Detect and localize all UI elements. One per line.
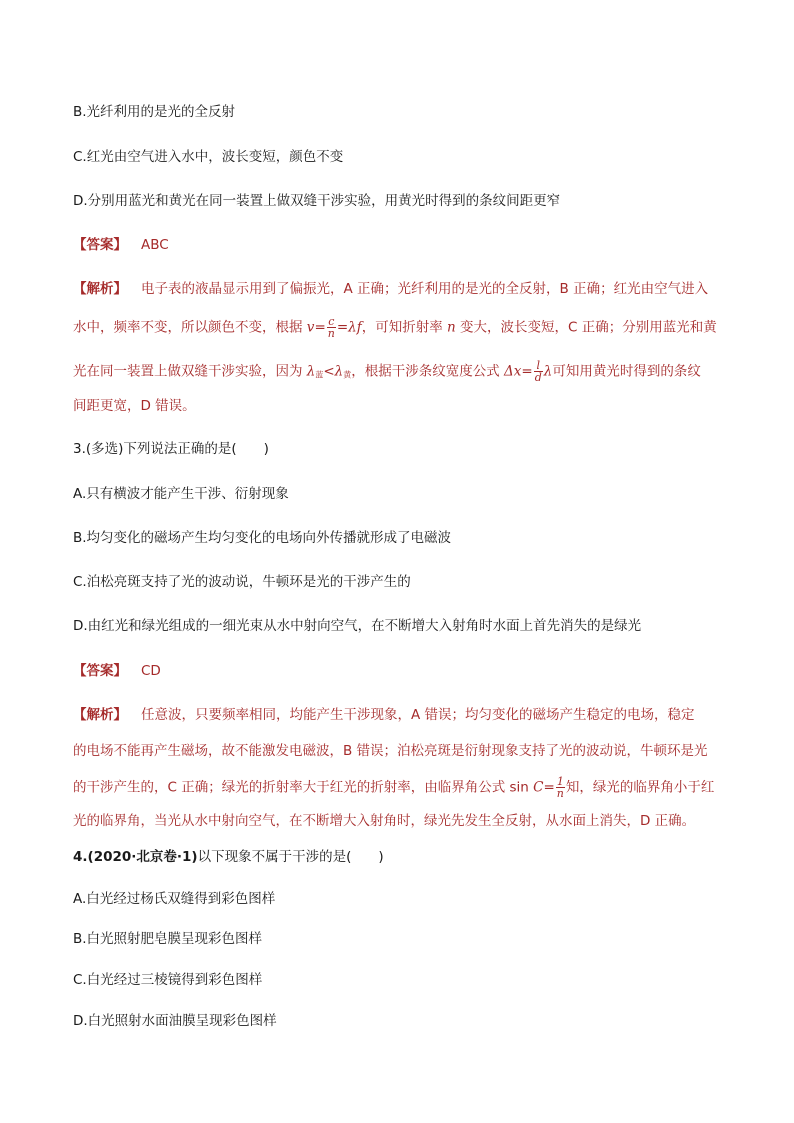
formula-equals: = [314, 319, 326, 336]
q2-analysis-line-3 [73, 360, 734, 385]
formula-lambda: λ [334, 363, 344, 380]
formula-variable: v [306, 319, 315, 336]
fraction-c-over-n [327, 316, 336, 339]
subscript: 蓝 [315, 370, 324, 380]
answer-label: 【答案】 [73, 663, 127, 679]
q2-analysis-line-2 [73, 316, 734, 339]
formula-lambda: λ [543, 363, 553, 380]
analysis-text: 变大，波长变短，C 正确；分别用蓝光和黄 [455, 319, 717, 336]
q2-option-b: B.光纤利用的是光的全反射 [73, 104, 236, 120]
q2-analysis-line-1 [73, 280, 734, 298]
analysis-text: 的干涉产生的，C 正确；绿光的折射率大于红光的折射率，由临界角公式 sin [73, 779, 534, 796]
answer-value: CD [141, 663, 161, 679]
q3-analysis-line-4: 光的临界角，当光从水中射向空气，在不断增大入射角时，绿光先发生全反射，从水面上消失，D 正确。 [73, 813, 696, 829]
q3-option-b: B.均匀变化的磁场产生均匀变化的电场向外传播就形成了电磁波 [73, 530, 452, 546]
analysis-text: 水中，频率不变，所以颜色不变，根据 [73, 319, 307, 336]
formula-lambda: λ [306, 363, 316, 380]
q4-option-d: D.白光照射水面油膜呈现彩色图样 [73, 1013, 277, 1029]
formula-variable: C [533, 779, 544, 796]
q3-answer-row [73, 662, 734, 680]
fraction-numerator: c [328, 315, 335, 328]
answer-label: 【答案】 [73, 237, 127, 253]
analysis-text: 可知用黄光时得到的条纹 [552, 363, 701, 380]
fraction-numerator: 1 [556, 775, 564, 788]
subscript: 黄 [343, 370, 352, 380]
formula-equals: = [543, 779, 555, 796]
q3-option-a: A.只有横波才能产生干涉、衍射现象 [73, 486, 289, 502]
q3-stem: 3.(多选)下列说法正确的是( ) [73, 441, 269, 457]
analysis-text: 知，绿光的临界角小于红 [565, 779, 715, 796]
q4-stem [73, 848, 734, 866]
formula-variable: n [447, 319, 456, 336]
answer-value: ABC [141, 237, 169, 253]
formula-less-than: < [323, 363, 335, 380]
fraction-denominator: n [327, 327, 335, 340]
q2-option-d: D.分别用蓝光和黄光在同一装置上做双缝干涉实验，用黄光时得到的条纹间距更窄 [73, 193, 561, 209]
q2-analysis-line-4: 间距更宽，D 错误。 [73, 398, 196, 414]
q3-analysis-line-3 [73, 776, 734, 799]
fraction-denominator: n [556, 787, 564, 800]
q3-analysis-line-2: 的电场不能再产生磁场，故不能激发电磁波，B 错误；泊松亮斑是衍射现象支持了光的波动说，牛顿环是光 [73, 743, 708, 759]
q4-option-c: C.白光经过三棱镜得到彩色图样 [73, 972, 263, 988]
q2-option-c: C.红光由空气进入水中，波长变短，颜色不变 [73, 149, 344, 165]
q3-analysis-line-1 [73, 706, 734, 724]
q4-option-a: A.白光经过杨氏双缝得到彩色图样 [73, 891, 276, 907]
analysis-text: 电子表的液晶显示用到了偏振光，A 正确；光纤利用的是光的全反射，B 正确；红光由空气进入 [141, 281, 709, 297]
formula-lambda-f: =λf [336, 319, 362, 336]
fraction-denominator: d [534, 371, 542, 384]
q4-option-b: B.白光照射肥皂膜呈现彩色图样 [73, 931, 263, 947]
q3-option-d: D.由红光和绿光组成的一细光束从水中射向空气，在不断增大入射角时水面上首先消失的是绿光 [73, 618, 642, 634]
q4-stem-text: 以下现象不属于干涉的是( ) [197, 849, 384, 865]
fraction-l-over-d [534, 360, 543, 383]
analysis-label: 【解析】 [73, 707, 127, 723]
formula-equals: = [521, 363, 533, 380]
fraction-1-over-n [556, 776, 565, 799]
analysis-text: 光在同一装置上做双缝干涉实验，因为 [73, 363, 307, 380]
analysis-text: ，可知折射率 [361, 319, 448, 336]
q3-option-c: C.泊松亮斑支持了光的波动说，牛顿环是光的干涉产生的 [73, 574, 411, 590]
analysis-text: ，根据干涉条纹宽度公式 [351, 363, 505, 380]
formula-delta-x: Δx [504, 363, 522, 380]
q4-source: 4.(2020·北京卷·1) [73, 849, 198, 865]
q2-answer-row [73, 236, 734, 254]
analysis-text: 任意波，只要频率相同，均能产生干涉现象，A 错误；均匀变化的磁场产生稳定的电场，稳定 [141, 707, 695, 723]
fraction-numerator: l [534, 360, 543, 372]
analysis-label: 【解析】 [73, 281, 127, 297]
